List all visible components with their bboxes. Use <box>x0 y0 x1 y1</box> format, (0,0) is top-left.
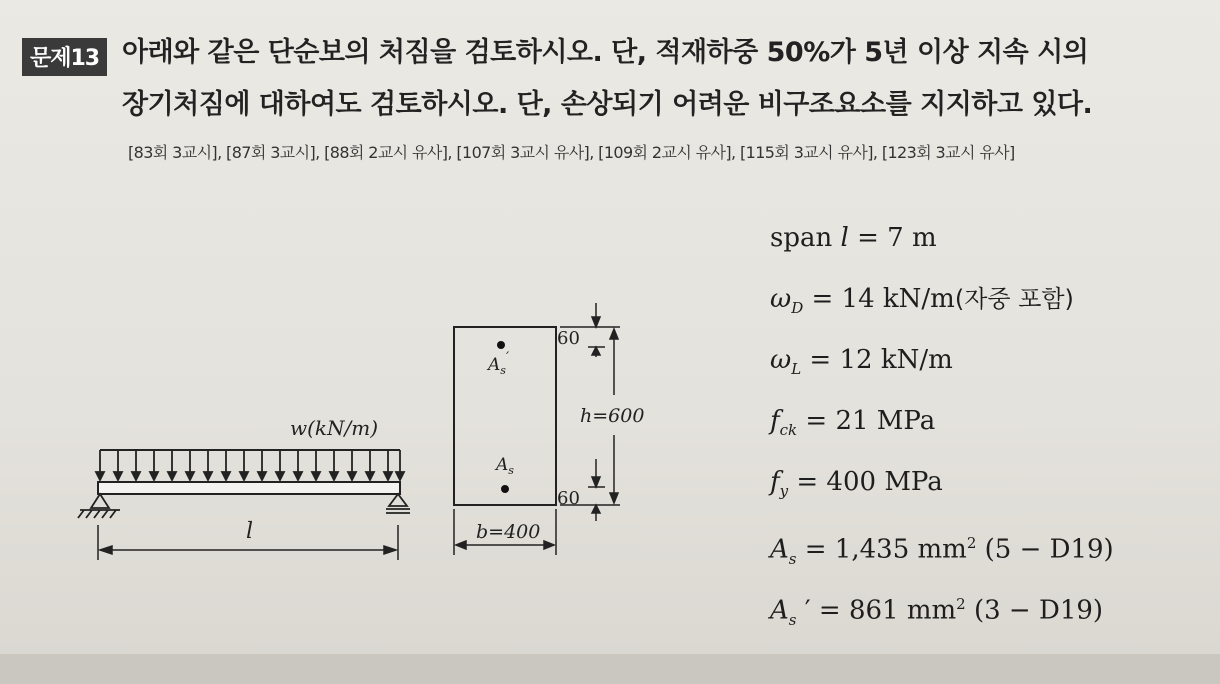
given-live-load: $\omega_L = 12$ kN/m <box>770 345 953 379</box>
given-data <box>770 218 1114 645</box>
given-compression-steel: $A_s$ ′ = 861 $mm^2$ (3 − D19) <box>770 595 1104 629</box>
beam-diagram <box>70 400 420 570</box>
top-cover-label: 60 <box>557 328 580 349</box>
given-fck: $f_{ck} = 21$ MPa <box>770 406 936 440</box>
compression-steel-label: $A_s'$ <box>488 350 510 377</box>
tension-rebar <box>501 485 509 493</box>
load-arrows <box>96 450 404 480</box>
roller-support <box>386 494 410 513</box>
section-diagram <box>440 295 670 565</box>
bottom-cover-label: 60 <box>557 488 580 509</box>
given-fy: $f_y = 400$ MPa <box>770 467 943 501</box>
load-label: w(kN/m) <box>290 416 379 440</box>
span-label: l <box>246 519 254 544</box>
given-dead-load: $\omega_D = 14$ kN/m(자중 포함) <box>770 284 1074 318</box>
problem-statement-line-2: 장기처짐에 대하여도 검토하시오. 단, 손상되기 어려운 비구조요소를 지지하고 있다. <box>122 89 1093 120</box>
problem-statement-line-1: 아래와 같은 단순보의 처짐을 검토하시오. 단, 적재하중 50%가 5년 이상 지속 시의 <box>122 37 1089 68</box>
exam-references: [83회 3교시], [87회 3교시], [88회 2교시 유사], [107회 3교시 유사], [109회 2교시 유사], [115회 3교시 유사], [123회 3교시 유사] <box>128 143 1015 162</box>
height-label: h=600 <box>580 405 645 427</box>
tension-steel-label: $A_s$ <box>496 455 514 477</box>
given-tension-steel: $A_s = 1,435$ $mm^2$ (5 − D19) <box>770 534 1114 568</box>
pin-support <box>78 494 120 518</box>
compression-rebar <box>497 341 505 349</box>
problem-badge: 문제13 <box>22 38 107 76</box>
width-label: b=400 <box>476 521 541 543</box>
page-bottom-edge <box>0 654 1220 684</box>
beam <box>98 482 400 494</box>
given-span: span l = 7 m <box>770 223 937 253</box>
